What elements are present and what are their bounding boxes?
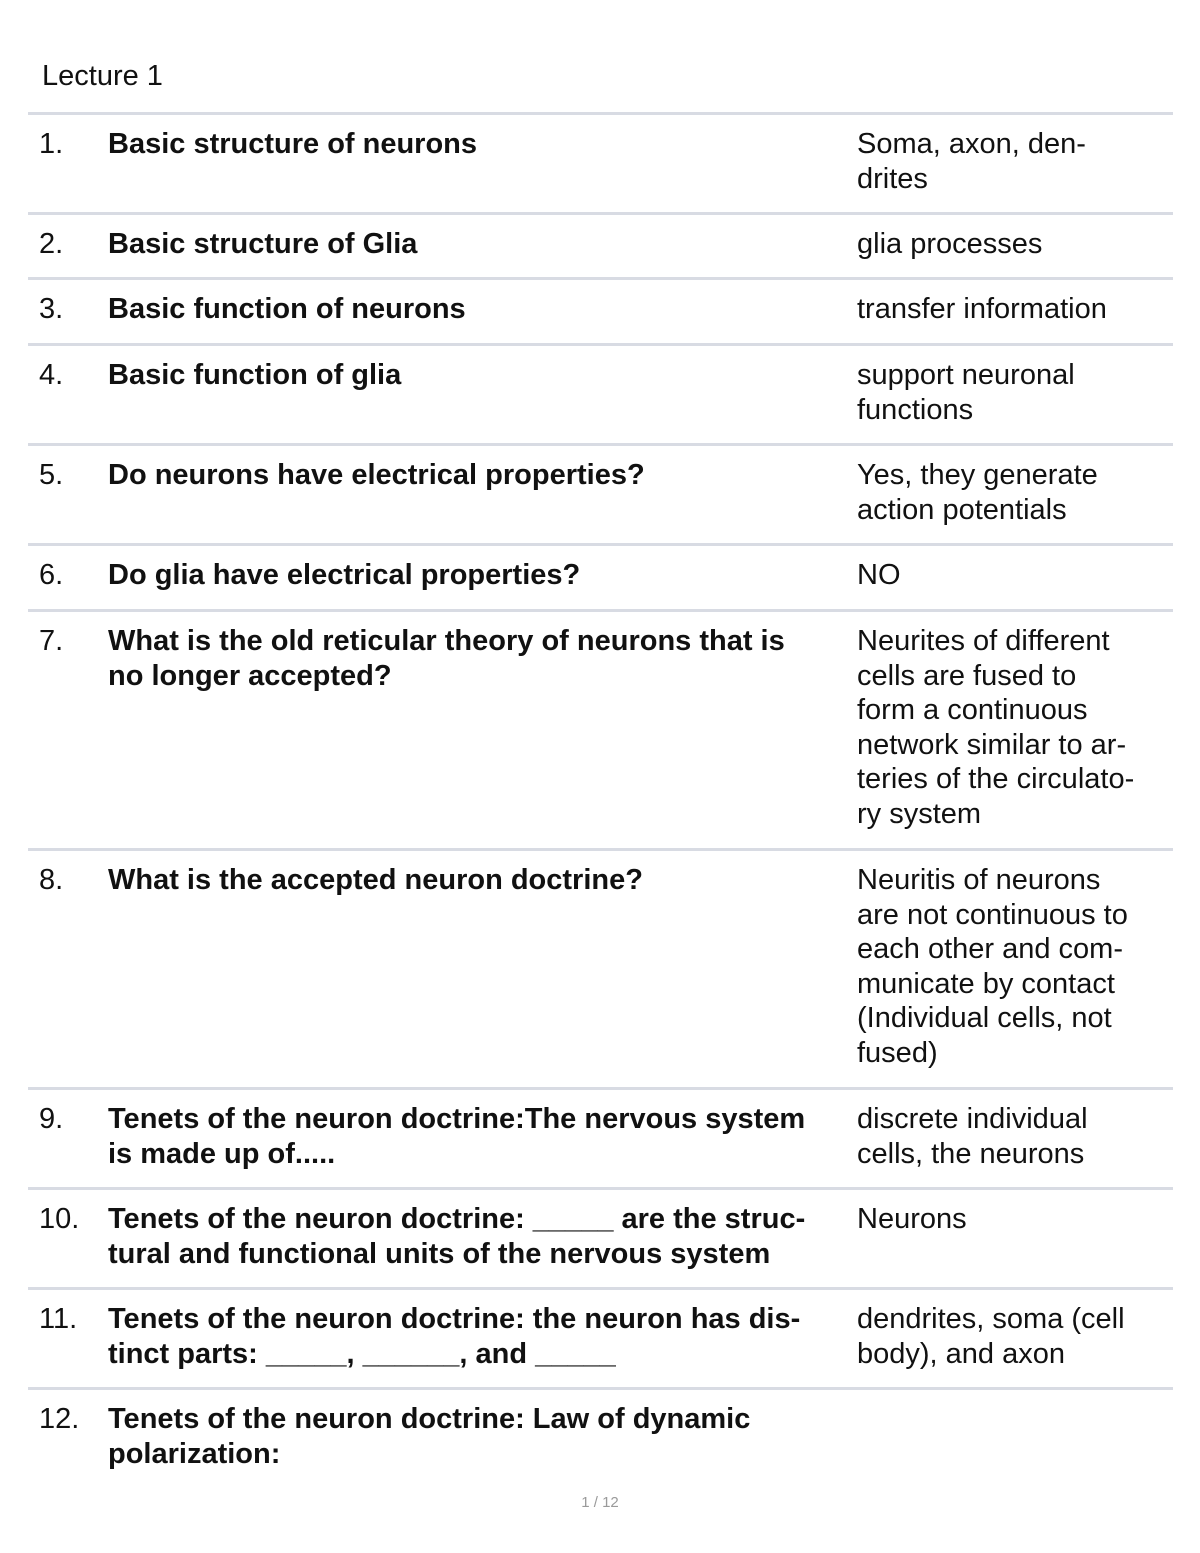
question-text: [108, 227, 853, 262]
row-number: 9.: [39, 1103, 64, 1135]
question-line: Do glia have electrical properties?: [108, 559, 581, 591]
row-divider: [28, 1387, 1173, 1390]
question-line: no longer accepted?: [108, 659, 392, 692]
question-line: Basic structure of neurons: [108, 128, 478, 160]
answer-line: glia processes: [857, 228, 1043, 260]
answer-text: [857, 624, 1177, 832]
row-divider: [28, 443, 1173, 446]
question-line: What is the accepted neuron doctrine?: [108, 864, 643, 896]
answer-line: NO: [857, 559, 901, 591]
row-divider: [28, 848, 1173, 851]
answer-text: [857, 358, 1177, 427]
row-number: 12.: [39, 1403, 80, 1435]
answer-line: ry system: [857, 797, 982, 830]
answer-line: action potentials: [857, 493, 1067, 526]
question-line: Tenets of the neuron doctrine: the neuron has dis-: [108, 1303, 801, 1335]
page-indicator: 1 / 12: [581, 1494, 619, 1511]
question-line: What is the old reticular theory of neurons that is: [108, 625, 785, 657]
answer-line: body), and axon: [857, 1337, 1065, 1370]
answer-text: [857, 1202, 1177, 1237]
question-text: [108, 1402, 853, 1471]
answer-line: dendrites, soma (cell: [857, 1303, 1125, 1335]
row-number: 2.: [39, 228, 64, 260]
answer-line: discrete individual: [857, 1103, 1088, 1135]
answer-line: Neuritis of neurons: [857, 864, 1101, 896]
row-divider: [28, 1087, 1173, 1090]
answer-text: [857, 227, 1177, 262]
row-divider: [28, 343, 1173, 346]
question-text: [108, 458, 853, 493]
question-line: Basic structure of Glia: [108, 228, 418, 260]
answer-line: Neurons: [857, 1203, 967, 1235]
question-line: Tenets of the neuron doctrine:The nervous system: [108, 1103, 806, 1135]
row-number: 7.: [39, 625, 64, 657]
answer-line: cells are fused to: [857, 659, 1077, 692]
row-divider: [28, 1287, 1173, 1290]
row-number: 4.: [39, 359, 64, 391]
answer-line: form a continuous: [857, 694, 1088, 727]
answer-text: [857, 558, 1177, 593]
answer-text: [857, 127, 1177, 196]
row-number: 1.: [39, 128, 64, 160]
question-text: [108, 558, 853, 593]
answer-line: each other and com-: [857, 933, 1123, 966]
row-number: 3.: [39, 293, 64, 325]
row-divider: [28, 112, 1173, 115]
question-line: polarization:: [108, 1437, 281, 1470]
answer-text: [857, 1102, 1177, 1171]
page-title: Lecture 1: [42, 60, 163, 92]
row-divider: [28, 277, 1173, 280]
answer-line: cells, the neurons: [857, 1137, 1085, 1170]
answer-line: municate by contact: [857, 967, 1115, 1000]
answer-line: fused): [857, 1036, 938, 1069]
question-text: [108, 358, 853, 393]
answer-line: Yes, they generate: [857, 459, 1098, 491]
question-line: Tenets of the neuron doctrine: Law of dynamic: [108, 1403, 751, 1435]
answer-line: are not continuous to: [857, 898, 1128, 931]
question-text: [108, 1202, 853, 1271]
question-text: [108, 1102, 853, 1171]
question-text: [108, 863, 853, 898]
question-line: tinct parts: _____, ______, and _____: [108, 1337, 616, 1370]
question-line: Do neurons have electrical properties?: [108, 459, 645, 491]
question-line: Basic function of neurons: [108, 293, 466, 325]
answer-line: functions: [857, 393, 974, 426]
answer-line: transfer information: [857, 293, 1107, 325]
row-number: 6.: [39, 559, 64, 591]
question-line: Tenets of the neuron doctrine: _____ are the struc-: [108, 1203, 806, 1235]
question-line: tural and functional units of the nervous system: [108, 1237, 771, 1270]
answer-line: network similar to ar-: [857, 728, 1127, 761]
answer-line: (Individual cells, not: [857, 1002, 1112, 1035]
answer-text: [857, 1302, 1177, 1371]
question-line: Basic function of glia: [108, 359, 402, 391]
answer-line: support neuronal: [857, 359, 1075, 391]
question-text: [108, 624, 853, 693]
question-text: [108, 292, 853, 327]
answer-text: [857, 863, 1177, 1071]
row-number: 5.: [39, 459, 64, 491]
question-line: is made up of.....: [108, 1137, 336, 1170]
answer-line: teries of the circulato-: [857, 763, 1135, 796]
answer-text: [857, 292, 1177, 327]
row-divider: [28, 212, 1173, 215]
question-text: [108, 1302, 853, 1371]
row-divider: [28, 609, 1173, 612]
row-number: 8.: [39, 864, 64, 896]
answer-line: Neurites of different: [857, 625, 1110, 657]
answer-line: drites: [857, 162, 928, 195]
row-number: 10.: [39, 1203, 80, 1235]
row-divider: [28, 543, 1173, 546]
row-number: 11.: [39, 1303, 78, 1335]
row-divider: [28, 1187, 1173, 1190]
answer-line: Soma, axon, den-: [857, 128, 1086, 160]
question-text: [108, 127, 853, 162]
answer-text: [857, 458, 1177, 527]
